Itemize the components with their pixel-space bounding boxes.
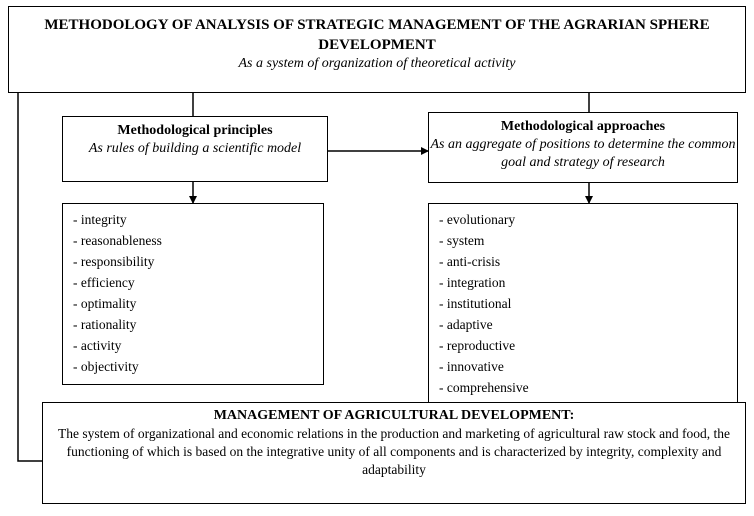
list-item: - objectivity [73, 359, 139, 374]
list-item: - optimality [73, 296, 137, 311]
principles-title: Methodological principles [117, 123, 273, 138]
connector-top-to-management [18, 92, 42, 461]
approaches-title: Methodological approaches [500, 119, 666, 134]
approaches-list [429, 204, 737, 398]
approaches-box [428, 112, 738, 183]
list-item: - adaptive [439, 317, 493, 332]
approaches-subtitle: As an aggregate of positions to determine the common goal and strategy of research [430, 137, 736, 170]
management-description: The system of organizational and economic relations in the production and marketing of agricultural raw stock and food, the functioning of which is based on the integrative unity of all components and is characterized by integrity, complexity and adaptability [58, 426, 730, 477]
principles-subtitle: As rules of building a scientific model [88, 141, 302, 156]
list-item: - evolutionary [439, 212, 516, 227]
management-title: MANAGEMENT OF AGRICULTURAL DEVELOPMENT: [213, 408, 575, 423]
list-item: - innovative [439, 359, 504, 374]
list-item: - efficiency [73, 275, 135, 290]
list-item: - activity [73, 338, 122, 353]
list-item: - comprehensive [439, 380, 529, 395]
list-item: - integrity [73, 212, 127, 227]
approaches-list-box [428, 203, 738, 413]
management-box [42, 402, 746, 504]
methodology-box [8, 6, 746, 93]
principles-list [63, 204, 323, 377]
methodology-subtitle: As a system of organization of theoretical activity [238, 56, 516, 71]
list-item: - reproductive [439, 338, 516, 353]
list-item: - integration [439, 275, 506, 290]
methodology-title: METHODOLOGY OF ANALYSIS OF STRATEGIC MANAGEMENT OF THE AGRARIAN SPHERE DEVELOPMENT [44, 17, 710, 53]
list-item: - anti-crisis [439, 254, 501, 269]
list-item: - rationality [73, 317, 137, 332]
list-item: - reasonableness [73, 233, 162, 248]
list-item: - responsibility [73, 254, 155, 269]
principles-list-box [62, 203, 324, 385]
list-item: - institutional [439, 296, 512, 311]
list-item: - system [439, 233, 485, 248]
principles-box [62, 116, 328, 182]
